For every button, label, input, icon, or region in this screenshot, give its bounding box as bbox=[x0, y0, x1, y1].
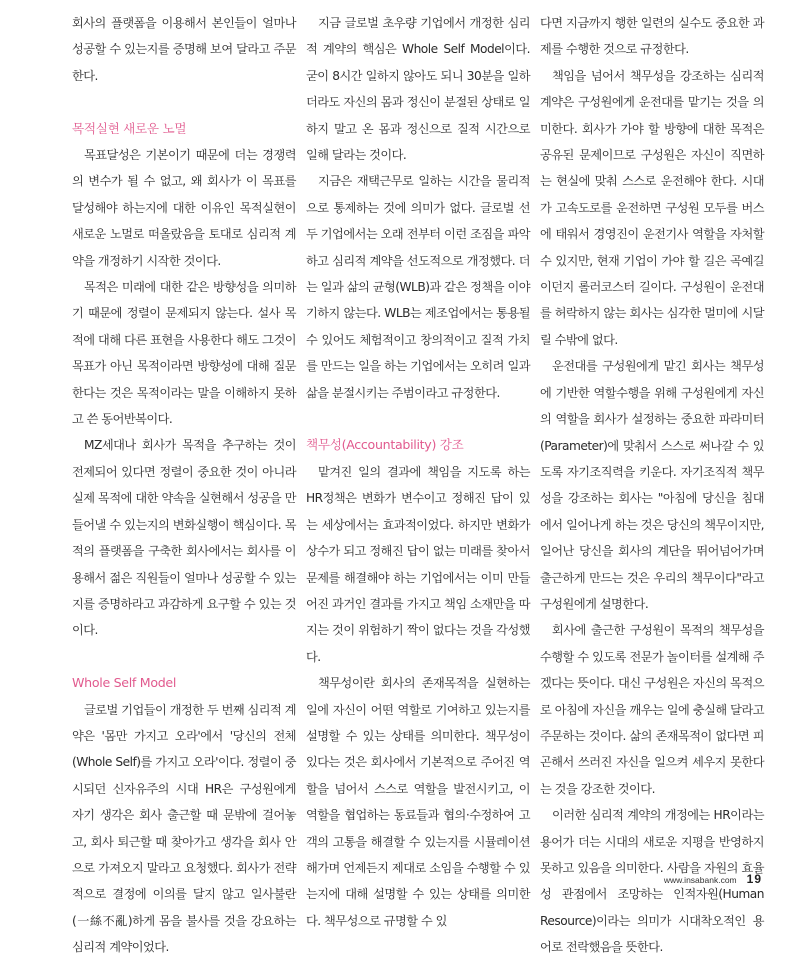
paragraph: 목표달성은 기본이기 때문에 더는 경쟁력의 변수가 될 수 없고, 왜 회사가 이 목표를 달성해야 하는지에 대한 이유인 목적실현이 새로운 노멀로 떠올랐음을 토대로 심리적 계약을 개정하기 시작한 것이다. bbox=[72, 148, 296, 268]
footer-url: www.insabank.com bbox=[663, 875, 737, 885]
paragraph: 이러한 심리적 계약의 개정에는 HR이라는 용어가 더는 시대의 새로운 지평을 반영하지 못하고 있음을 의미한다. 사람을 자원의 효율성 관점에서 조망하는 인적자원(Human Resource)이라는 의미가 시대착오적인 용어로 전락했음을 뜻한다. bbox=[540, 808, 764, 955]
page-footer bbox=[664, 872, 762, 886]
text-column-3 bbox=[540, 10, 764, 961]
paragraph: 지금은 재택근무로 일하는 시간을 물리적으로 통제하는 것에 의미가 없다. 글로벌 선두 기업에서는 오래 전부터 이런 조짐을 파악하고 심리적 계약을 선도적으로 개정했다. 더는 일과 삶의 균형(WLB)과 같은 정책을 이야기하지 않는다. WLB는 제조업에서는 통용될 수 있어도 체험적이고 창의적이고 질적 가치를 만드는 일을 하는 기업에서는 오히려 일과 삶을 분절시키는 주범이라고 규정한다. bbox=[306, 174, 530, 400]
paragraph: 지금 글로벌 초우량 기업에서 개정한 심리적 계약의 핵심은 Whole Self Model이다. 굳이 8시간 일하지 않아도 되니 30분을 일하더라도 자신의 몸과 정신이 분절된 상태로 일하지 말고 온 몸과 정신으로 질적 시간으로 일해 달라는 것이다. bbox=[306, 16, 530, 163]
paragraph: 책무성이란 회사의 존재목적을 실현하는 일에 자신이 어떤 역할로 기여하고 있는지를 설명할 수 있는 상태를 의미한다. 책무성이 있다는 것은 회사에서 기본적으로 주어진 역할을 넘어서 스스로 역할을 발전시키고, 이 역할을 협업하는 동료들과 협의·수정하여 고객의 고통을 해결할 수 있는지를 시뮬레이션 해가며 언제든지 제대로 소임을 수행할 수 있는지에 대해 설명할 수 있는 상태를 의미한다. 책무성으로 규명할 수 있 bbox=[306, 676, 530, 928]
section-gap bbox=[72, 644, 296, 670]
paragraph-continued: 다면 지금까지 행한 일련의 실수도 중요한 과제를 수행한 것으로 규정한다. bbox=[540, 16, 764, 57]
paragraph: MZ세대나 회사가 목적을 추구하는 것이 전제되어 있다면 정렬이 중요한 것이 아니라 실제 목적에 대한 약속을 실현해서 성공을 만들어낼 수 있는지의 변화실행이 핵심이다. 목적의 플랫폼을 구축한 회사에서는 회사를 이용해서 젊은 직원들이 얼마나 성공할 수 있는지를 증명하라고 과감하게 요구할 수 있는 것이다. bbox=[72, 438, 296, 638]
paragraph: 맡겨진 일의 결과에 책임을 지도록 하는 HR정책은 변화가 변수이고 정해진 답이 있는 세상에서는 효과적이었다. 하지만 변화가 상수가 되고 정해진 답이 없는 미래를 찾아서 문제를 해결해야 하는 기업에서는 이미 만들어진 과거인 결과를 가지고 책임 소재만을 따지는 것이 위험하기 짝이 없다는 것을 각성했다. bbox=[306, 464, 530, 664]
section-heading-whole-self: Whole Self Model bbox=[72, 675, 177, 691]
paragraph: 목적은 미래에 대한 같은 방향성을 의미하기 때문에 정렬이 문제되지 않는다. 설사 목적에 대해 다른 표현을 사용한다 해도 그것이 목표가 아닌 목적이라면 방향성에 대해 질문한다는 것은 목적이라는 말을 이해하지 못하고 쓴 동어반복이다. bbox=[72, 280, 296, 427]
section-gap bbox=[72, 89, 296, 115]
paragraph-continued: 회사의 플랫폼을 이용해서 본인들이 얼마나 성공할 수 있는지를 증명해 보여 달라고 주문한다. bbox=[72, 16, 296, 83]
paragraph: 운전대를 구성원에게 맡긴 회사는 책무성에 기반한 역할수행을 위해 구성원에게 자신의 역할을 회사가 설정하는 중요한 파라미터(Parameter)에 맞춰서 스스로 써나갈 수 있도록 자기조직력을 키운다. 자기조직적 책무성을 강조하는 회사는 "아침에 당신을 침대에서 일어나게 하는 것은 당신의 책무이지만, 일어난 당신을 회사의 계단을 뛰어넘어가며 출근하게 만드는 것은 우리의 책무이다"라고 구성원에게 설명한다. bbox=[540, 359, 764, 611]
paragraph: 책임을 넘어서 책무성을 강조하는 심리적 계약은 구성원에게 운전대를 맡기는 것을 의미한다. 회사가 가야 할 방향에 대한 목적은 공유된 문제이므로 구성원은 자신이 직면하는 현실에 맞춰 스스로 운전해야 한다. 시대가 고속도로를 운전하면 구성원 모두를 버스에 태워서 경영진이 운전기사 역할을 자처할 수 있지만, 현재 기업이 가야 할 길은 곡예길이던지 롤러코스터 길이다. 구성원이 운전대를 허락하지 않는 회사는 심각한 멀미에 시달릴 수밖에 없다. bbox=[540, 68, 764, 347]
paragraph: 회사에 출근한 구성원이 목적의 책무성을 수행할 수 있도록 전문가 놀이터를 설계해 주겠다는 뜻이다. 대신 구성원은 자신의 목적으로 아침에 자신을 깨우는 일에 충실해 달라고 주문하는 것이다. 삶의 존재목적이 없다면 피곤해서 쓰러진 자신을 일으켜 세우지 못한다는 것을 강조한 것이다. bbox=[540, 623, 764, 796]
paragraph: 글로벌 기업들이 개정한 두 번째 심리적 계약은 '몸만 가지고 오라'에서 '당신의 전체(Whole Self)를 가지고 오라'이다. 정렬이 중시되던 신자유주의 시대 HR은 구성원에게 자기 생각은 회사 출근할 때 문밖에 걸어놓고, 회사 퇴근할 때 찾아가고 생각을 회사 안으로 가져오지 말라고 요청했다. 회사가 전략적으로 결정에 이의를 달지 않고 일사불란(一絲不亂)하게 몸을 불사를 것을 강요하는 심리적 계약이었다. bbox=[72, 702, 296, 955]
text-column-1 bbox=[72, 10, 296, 961]
section-gap bbox=[306, 406, 530, 432]
text-column-2 bbox=[306, 10, 530, 934]
page-number: 19 bbox=[746, 872, 762, 886]
section-heading-accountability: 책무성(Accountability) 강조 bbox=[306, 437, 464, 453]
section-heading-purpose: 목적실현 새로운 노멀 bbox=[72, 120, 187, 136]
